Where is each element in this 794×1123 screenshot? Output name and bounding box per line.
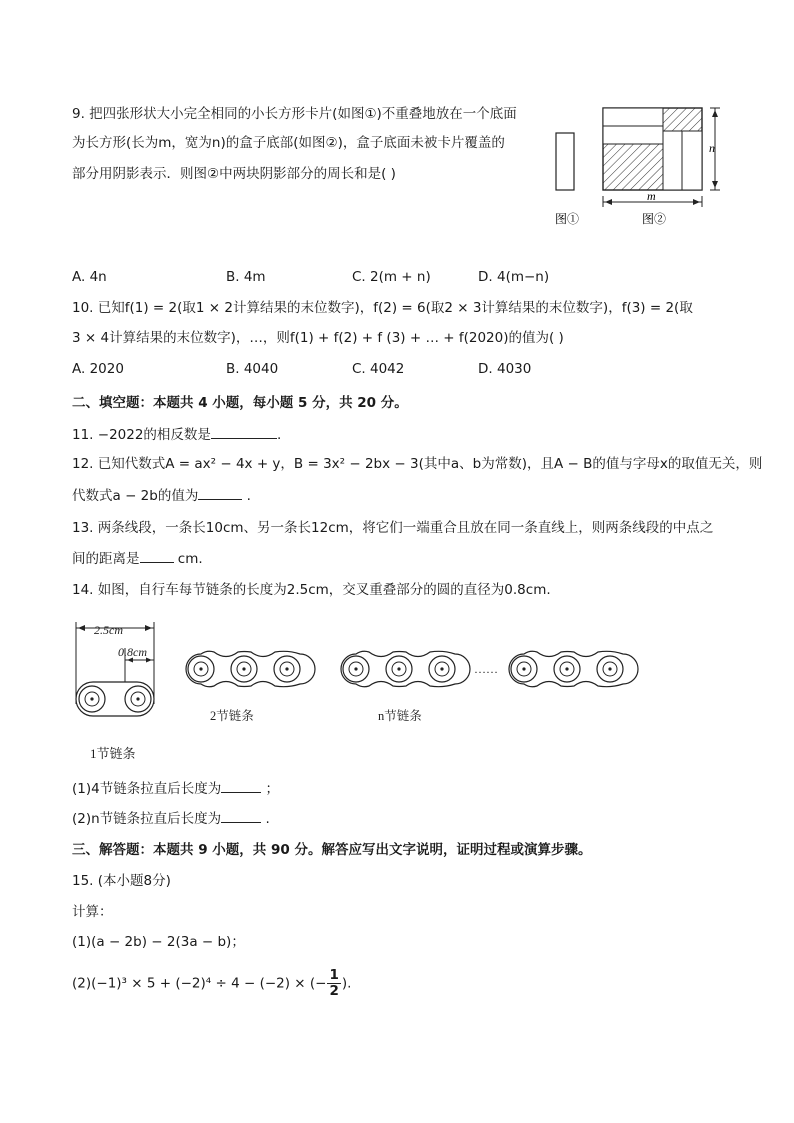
caption-1-link: 1节链条 <box>90 746 136 761</box>
q14-sub1 <box>72 778 279 799</box>
q9-option-c: C. 2(m + n) <box>352 269 431 285</box>
q14-line1: 14. 如图，自行车每节链条的长度为2.5cm，交叉重叠部分的圆的直径为0.8cm. <box>72 582 551 598</box>
q9-line3: 部分用阴影表示．则图②中两块阴影部分的周长和是( ) <box>72 166 396 182</box>
section3-heading: 三、解答题：本题共 9 小题，共 90 分。解答应写出文字说明，证明过程或演算步骤。 <box>72 842 592 858</box>
label-0-8cm: 0.8cm <box>118 645 147 659</box>
label-2-5cm: 2.5cm <box>94 623 123 637</box>
q14-sub2 <box>72 808 270 829</box>
q9-line1: 9. 把四张形状大小完全相同的小长方形卡片(如图①)不重叠地放在一个底面 <box>72 106 517 122</box>
q10-option-c: C. 4042 <box>352 361 405 377</box>
fig1-card <box>556 133 574 190</box>
q11-text: 11. −2022的相反数是 <box>72 427 211 443</box>
q11-blank <box>211 424 277 439</box>
q10-option-d: D. 4030 <box>478 361 532 377</box>
q15-intro: 计算： <box>72 904 113 920</box>
q13-line2 <box>72 548 203 569</box>
q14-sub1-end: ； <box>265 781 280 797</box>
q13-line1: 13. 两条线段，一条长10cm、另一条长12cm，将它们一端重合且放在同一条直线上，则两条线段的中点之 <box>72 520 714 536</box>
q10-option-b: B. 4040 <box>226 361 279 377</box>
q12-line1: 12. 已知代数式A = ax² − 4x + y，B = 3x² − 2bx − 3(其中a、b为常数)，且A − B的值与字母x的取值无关，则 <box>72 456 763 472</box>
fig2-caption: 图② <box>642 212 667 226</box>
fig-label-m: m <box>647 189 656 203</box>
q15-part2 <box>72 968 351 999</box>
chain-ellipsis: …… <box>474 662 498 676</box>
caption-n-links: n节链条 <box>378 709 422 723</box>
q14-chain-figure <box>68 612 648 732</box>
q14-sub2-end: . <box>265 811 270 827</box>
q14-sub1-blank <box>221 778 261 793</box>
section2-heading: 二、填空题：本题共 4 小题，每小题 5 分，共 20 分。 <box>72 395 408 411</box>
q14-sub2-text: (2)n节链条拉直后长度为 <box>72 811 222 827</box>
fig1-caption: 图① <box>555 212 580 226</box>
fig-label-n: n <box>709 141 715 155</box>
q9-option-d: D. 4(m−n) <box>478 269 550 285</box>
q12-blank <box>198 485 242 500</box>
q15-part1: (1)(a − 2b) − 2(3a − b)； <box>72 934 245 950</box>
q13-unit: cm. <box>177 551 203 567</box>
q15-part2-end: ). <box>341 975 352 992</box>
q14-sub1-text: (1)4节链条拉直后长度为 <box>72 781 222 797</box>
q10-line2: 3 × 4计算结果的末位数字)，…，则f(1) + f(2) + f (3) + … + f(2020)的值为( ) <box>72 330 564 346</box>
chain-n-links-right <box>509 651 638 686</box>
q9-option-a: A. 4n <box>72 269 107 285</box>
chain-one-link <box>76 622 154 716</box>
q15-fraction-numerator: 1 <box>329 967 339 983</box>
q12-text: 代数式a − 2b的值为 <box>72 488 199 504</box>
q15-title: 15. (本小题8分) <box>72 873 171 889</box>
q9-figure <box>550 100 730 230</box>
q14-sub2-blank <box>221 808 261 823</box>
caption-2-links: 2节链条 <box>210 709 254 723</box>
chain-n-links-left <box>341 651 470 686</box>
q12-line2: 代数式a − 2b的值为 . <box>72 485 251 506</box>
q10-option-a: A. 2020 <box>72 361 124 377</box>
fig2-box <box>603 108 702 190</box>
q9-line2: 为长方形(长为m，宽为n)的盒子底部(如图②)，盒子底面未被卡片覆盖的 <box>72 135 505 151</box>
q13-text: 间的距离是 <box>72 551 140 567</box>
q15-part2-main: (2)(−1)³ × 5 + (−2)⁴ ÷ 4 − (−2) × (− <box>72 975 327 992</box>
q13-blank <box>140 548 174 563</box>
q10-line1: 10. 已知f(1) = 2(取1 × 2计算结果的末位数字)，f(2) = 6(取2 × 3计算结果的末位数字)，f(3) = 2(取 <box>72 300 693 316</box>
chain-two-links <box>186 651 315 686</box>
q15-fraction-denominator: 2 <box>329 983 339 999</box>
q9-option-b: B. 4m <box>226 269 266 285</box>
q15-fraction <box>327 968 340 999</box>
q11-line: 11. −2022的相反数是 . <box>72 424 281 445</box>
